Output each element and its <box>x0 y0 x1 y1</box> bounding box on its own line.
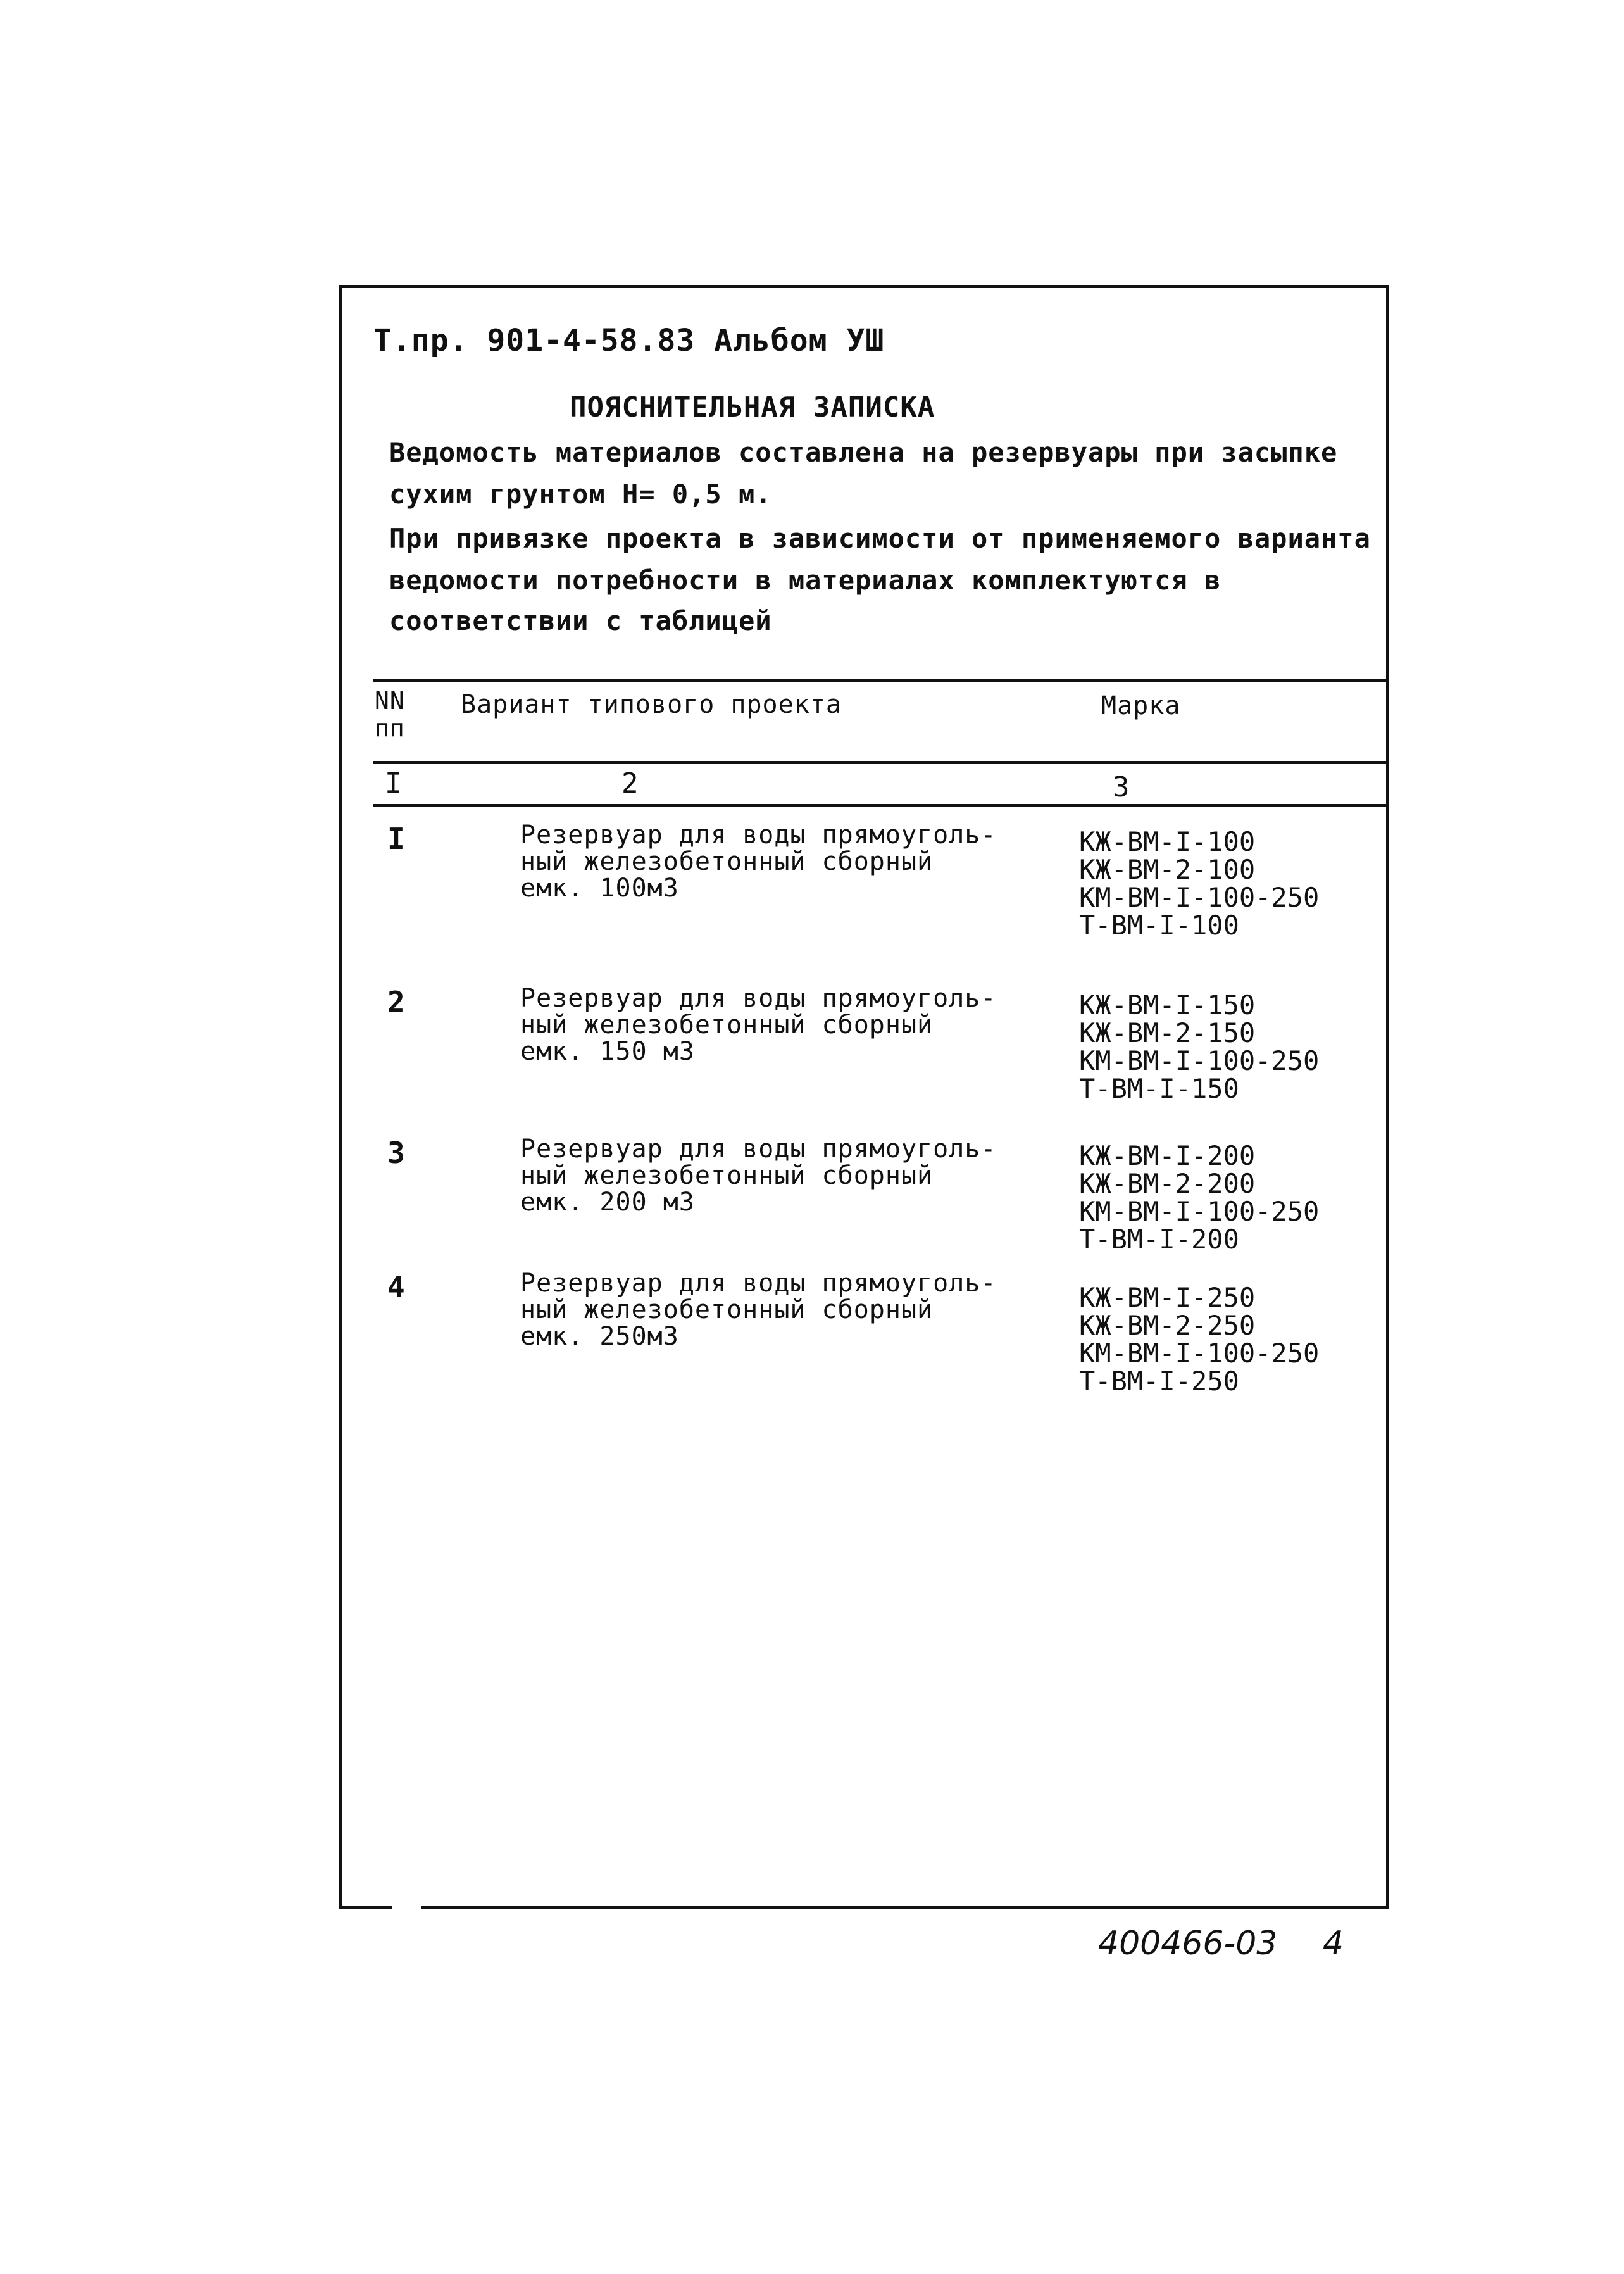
note-line: При привязке проекта в зависимости от применяемого варианта <box>389 523 1371 554</box>
note-line: Ведомость материалов составлена на резервуары при засыпке <box>389 437 1338 468</box>
mark-code: Т-ВМ-I-150 <box>1079 1073 1239 1104</box>
note-line: соответствии с таблицей <box>389 605 772 636</box>
mark-code: КМ-ВМ-I-100-250 <box>1079 1338 1320 1369</box>
mark-code: КМ-ВМ-I-100-250 <box>1079 882 1320 913</box>
document-code: 400466-03 <box>1098 1925 1278 1963</box>
desc-line: емк. 200 м3 <box>520 1188 695 1217</box>
desc-line: емк. 150 м3 <box>520 1037 695 1066</box>
page-number: 4 <box>1323 1925 1344 1963</box>
table-top-rule <box>373 679 1386 682</box>
desc-line: Резервуар для воды прямоуголь- <box>520 1134 997 1164</box>
desc-line: емк. 250м3 <box>520 1322 679 1351</box>
frame-bottom-line <box>421 1906 1389 1909</box>
mark-code: КЖ-ВМ-2-250 <box>1079 1310 1256 1341</box>
mark-code: КЖ-ВМ-I-100 <box>1079 826 1256 857</box>
row-marks <box>1079 991 1319 1103</box>
col-number: 2 <box>621 767 639 800</box>
row-marks <box>1079 1142 1319 1253</box>
row-description <box>520 822 996 901</box>
document-header: Т.пр. 901-4-58.83 Альбом УШ <box>373 323 885 358</box>
mark-code: Т-ВМ-I-100 <box>1079 910 1239 941</box>
desc-line: Резервуар для воды прямоуголь- <box>520 984 997 1013</box>
header-rule <box>373 761 1386 764</box>
mark-code: КМ-ВМ-I-100-250 <box>1079 1045 1320 1076</box>
row-marks <box>1079 1284 1319 1395</box>
note-line: ведомости потребности в материалах комплектуются в <box>389 565 1221 596</box>
mark-code: Т-ВМ-I-200 <box>1079 1224 1239 1255</box>
col-number-rule <box>373 804 1386 807</box>
note-line: сухим грунтом Н= 0,5 м. <box>389 479 772 510</box>
desc-line: ный железобетонный сборный <box>520 847 934 876</box>
mark-code: КЖ-ВМ-2-200 <box>1079 1168 1256 1199</box>
desc-line: Резервуар для воды прямоуголь- <box>520 1269 997 1298</box>
desc-line: ный железобетонный сборный <box>520 1161 934 1190</box>
mark-code: Т-ВМ-I-250 <box>1079 1366 1239 1397</box>
row-number: 3 <box>387 1136 405 1170</box>
col-header-variant: Вариант типового проекта <box>461 690 842 719</box>
desc-line: ный железобетонный сборный <box>520 1295 934 1324</box>
frame-bottom-line <box>339 1906 392 1909</box>
desc-line: емк. 100м3 <box>520 874 679 903</box>
mark-code: КЖ-ВМ-I-150 <box>1079 989 1256 1021</box>
row-marks <box>1079 828 1319 939</box>
mark-code: КЖ-ВМ-I-200 <box>1079 1140 1256 1171</box>
row-description <box>520 1270 996 1350</box>
note-title: ПОЯСНИТЕЛЬНАЯ ЗАПИСКА <box>570 391 935 424</box>
row-description <box>520 1136 996 1216</box>
col-header-num: NN <box>375 687 405 715</box>
mark-code: КЖ-ВМ-I-250 <box>1079 1282 1256 1313</box>
col-header-mark: Марка <box>1101 691 1181 720</box>
col-number: I <box>385 767 402 800</box>
mark-code: КЖ-ВМ-2-150 <box>1079 1017 1256 1048</box>
col-header-num: пп <box>375 714 405 742</box>
row-description <box>520 985 996 1065</box>
desc-line: ный железобетонный сборный <box>520 1010 934 1040</box>
desc-line: Резервуар для воды прямоуголь- <box>520 820 997 850</box>
row-number: I <box>387 822 405 856</box>
mark-code: КЖ-ВМ-2-100 <box>1079 854 1256 885</box>
row-number: 4 <box>387 1270 405 1304</box>
col-number: 3 <box>1113 771 1130 803</box>
row-number: 2 <box>387 985 405 1019</box>
mark-code: КМ-ВМ-I-100-250 <box>1079 1196 1320 1227</box>
